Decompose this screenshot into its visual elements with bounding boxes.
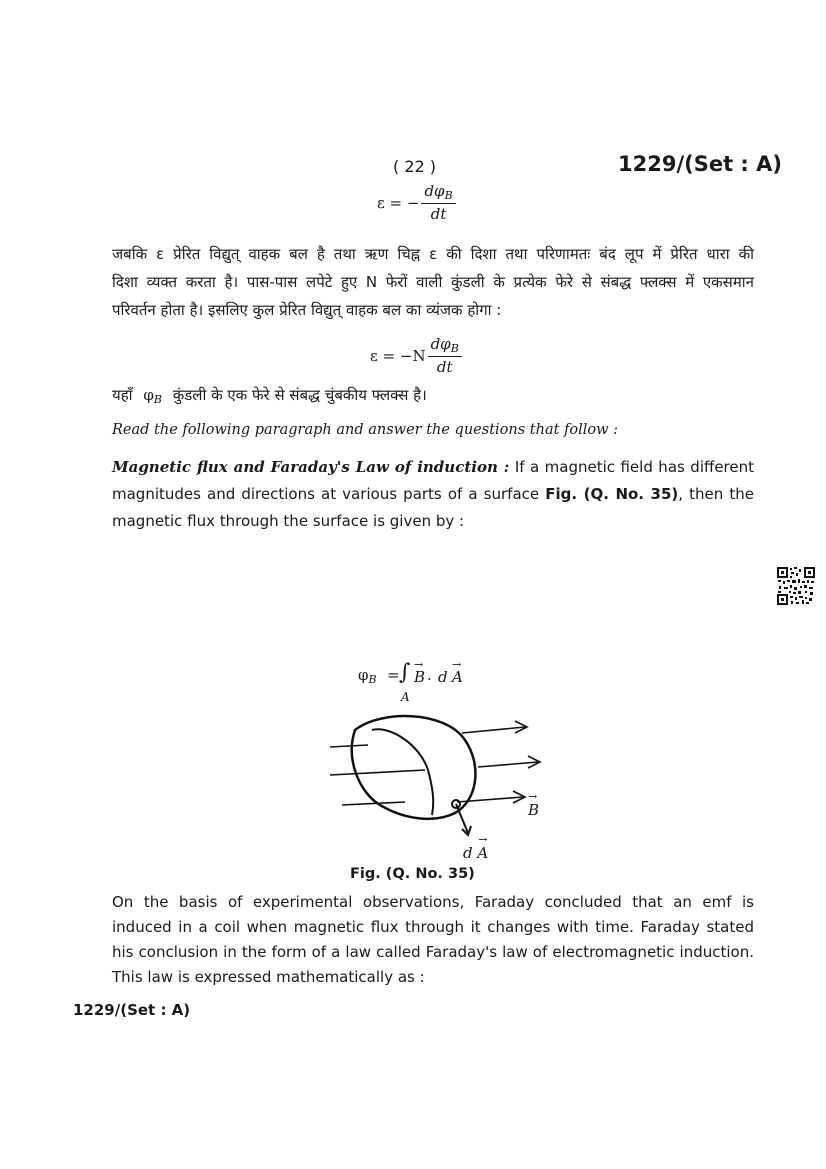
hindi-flux-line (112, 385, 427, 406)
fraction-denominator: dt (430, 205, 447, 223)
hindi-paragraph (112, 240, 754, 324)
integral-limit: A (401, 690, 410, 704)
equation-emf (377, 182, 456, 223)
phi-subscript: B (153, 393, 162, 406)
hindi-line-2: दिशा व्यक्त करता है। पास-पास लपेटे हुए N फेरों वाली कुंडली के प्रत्येक फेरे से संबद्ध फ्लक्स में एकसमान (112, 273, 754, 291)
numerator-subscript: B (450, 342, 459, 355)
hindi-line-3: परिवर्तन होता है। इसलिए कुल प्रेरित विद्युत् वाहक बल का व्यंजक होगा : (112, 301, 502, 319)
figure-caption: Fig. (Q. No. 35) (350, 866, 475, 882)
figure-reference: Fig. (Q. No. 35) (545, 485, 679, 503)
vector-arrow-icon: → (478, 833, 488, 846)
vector-a: A (452, 668, 463, 686)
paragraph-text-b: , then the magnetic flux through the surface is given by : (112, 485, 754, 530)
vector-b: B (414, 668, 426, 686)
equation-lhs: ε = − (377, 193, 420, 212)
phi-symbol (143, 386, 162, 404)
phi-subscript: B (368, 673, 377, 686)
paper-code-header: 1229/(Set : A) (618, 152, 782, 176)
differential-d: d (438, 668, 448, 686)
differential-d: d (463, 844, 473, 862)
equals-sign: = (387, 666, 400, 684)
fraction-numerator: dφ (424, 182, 445, 200)
hindi-text: कुंडली के एक फेरे से संबद्ध चुंबकीय फ्लक्स है। (172, 386, 427, 404)
instruction-text: Read the following paragraph and answer the questions that follow : (112, 422, 619, 438)
numerator-subscript: B (444, 189, 453, 202)
fraction-numerator: dφ (430, 335, 451, 353)
vector-arrow-icon: → (528, 790, 538, 803)
paragraph-text-a: If a magnetic field has different magnitudes and directions at various parts of a surface (112, 458, 755, 503)
phi-char: φ (358, 666, 369, 684)
paragraph-title: Magnetic flux and Faraday's Law of induction : (112, 458, 510, 476)
paper-code-footer: 1229/(Set : A) (73, 1001, 191, 1019)
coil-flux-figure (320, 705, 560, 865)
hindi-word: यहाँ (112, 386, 133, 404)
label-da (463, 833, 489, 862)
paragraph-faraday: On the basis of experimental observations, Faraday concluded that an emf is induced in a coil when magnetic flux through it changes with time. Faraday stated his conclusion in the form of a law called Faraday's law of electromagnetic induction. This law is expressed mathematically as : (112, 893, 754, 986)
equation-emf-n-turns (370, 335, 462, 376)
field-lines (330, 721, 540, 805)
vector-arrow-icon: → (452, 658, 462, 671)
equation-fraction (428, 335, 462, 376)
dot-operator: . (427, 666, 432, 684)
vector-b-label: B (528, 801, 540, 819)
fraction-denominator: dt (436, 358, 453, 376)
page-number: ( 22 ) (393, 157, 437, 176)
vector-a-label: A (477, 844, 489, 862)
flux-formula (358, 660, 488, 708)
vector-arrow-icon: → (414, 658, 424, 671)
phi-b-symbol (358, 666, 377, 686)
equation-lhs: ε = −N (370, 346, 426, 365)
hindi-line-1: जबकि ε प्रेरित विद्युत् वाहक बल है तथा ऋण चिह्न ε की दिशा तथा परिणामतः बंद लूप में प्रेरित धारा की (112, 245, 754, 263)
qr-code (776, 566, 816, 606)
equation-fraction (421, 182, 455, 223)
integral-sign: ∫ (399, 660, 411, 685)
label-vector-b (528, 790, 540, 819)
phi-char: φ (143, 386, 154, 404)
paragraph-magnetic-flux (112, 454, 754, 535)
